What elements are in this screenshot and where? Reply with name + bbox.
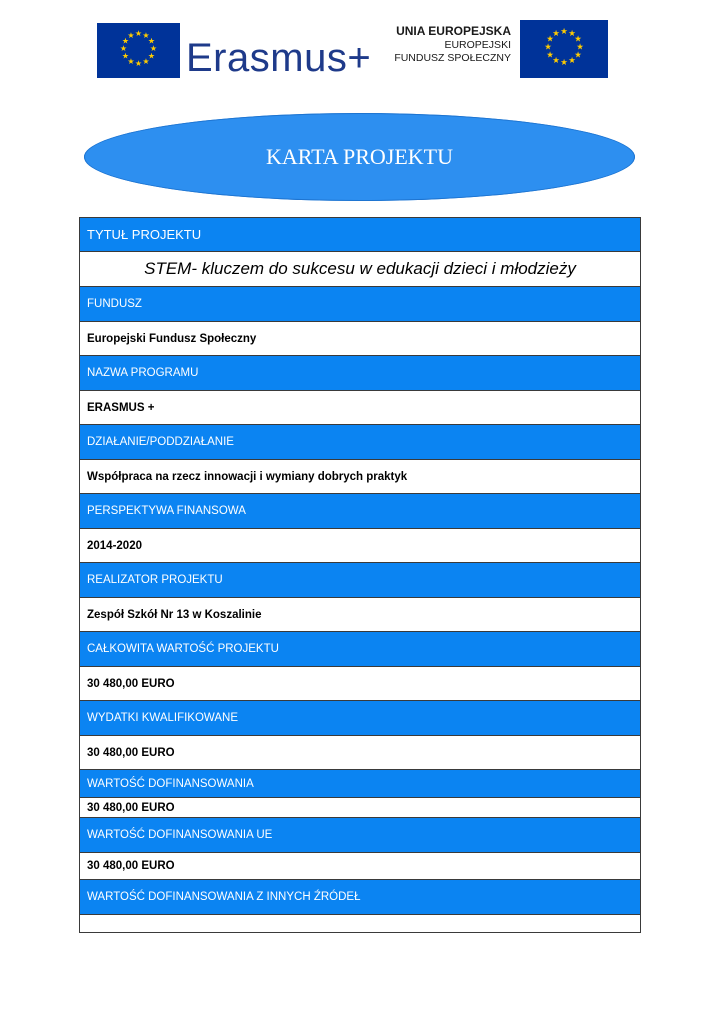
field-label-realizator: REALIZATOR PROJEKTU xyxy=(80,563,640,598)
svg-text:★: ★ xyxy=(576,42,584,53)
svg-text:★: ★ xyxy=(121,36,130,46)
svg-text:★: ★ xyxy=(142,31,150,40)
field-label-dofinansowanie-inne: WARTOŚĆ DOFINANSOWANIA Z INNYCH ŹRÓDEŁ xyxy=(80,880,640,915)
svg-text:★: ★ xyxy=(568,29,576,39)
field-value-fundusz: Europejski Fundusz Społeczny xyxy=(80,322,640,356)
svg-text:★: ★ xyxy=(560,27,568,37)
ue-line2: EUROPEJSKI xyxy=(444,39,511,51)
field-label-wartosc-dofinansowania: WARTOŚĆ DOFINANSOWANIA xyxy=(80,770,640,798)
svg-text:★: ★ xyxy=(127,57,135,66)
eu-flag-right xyxy=(520,20,608,78)
field-value-dzialanie: Współpraca na rzecz innowacji i wymiany dobrych praktyk xyxy=(80,460,640,494)
field-label-dzialanie: DZIAŁANIE/PODDZIAŁANIE xyxy=(80,425,640,460)
field-value-tytul: STEM- kluczem do sukcesu w edukacji dzieci i młodzieży xyxy=(80,252,640,287)
svg-text:★: ★ xyxy=(574,50,582,61)
field-label-fundusz: FUNDUSZ xyxy=(80,287,640,322)
field-label-wydatki: WYDATKI KWALIFIKOWANE xyxy=(80,701,640,736)
svg-text:★: ★ xyxy=(127,31,135,40)
svg-text:★: ★ xyxy=(546,50,554,61)
field-value-wydatki: 30 480,00 EURO xyxy=(80,736,640,770)
field-value-nazwa-programu: ERASMUS + xyxy=(80,391,640,425)
eu-stars-icon xyxy=(97,23,180,78)
svg-text:★: ★ xyxy=(147,51,156,61)
svg-text:★: ★ xyxy=(546,34,554,45)
svg-text:★: ★ xyxy=(134,59,143,68)
svg-text:★: ★ xyxy=(560,58,568,68)
svg-text:★: ★ xyxy=(121,51,130,61)
field-label-calkowita-wartosc: CAŁKOWITA WARTOŚĆ PROJEKTU xyxy=(80,632,640,667)
project-card-table xyxy=(79,217,641,933)
svg-text:★: ★ xyxy=(119,44,128,53)
field-value-realizator: Zespół Szkół Nr 13 w Koszalinie xyxy=(80,598,640,632)
svg-text:★: ★ xyxy=(574,34,582,45)
ue-line3: FUNDUSZ SPOŁECZNY xyxy=(394,52,511,64)
field-value-calkowita-wartosc: 30 480,00 EURO xyxy=(80,667,640,701)
svg-text:★: ★ xyxy=(544,42,552,53)
page-title: KARTA PROJEKTU xyxy=(266,144,453,169)
erasmus-logo-text: Erasmus+ xyxy=(186,36,372,80)
field-value-wartosc-dofinansowania: 30 480,00 EURO xyxy=(80,798,640,818)
svg-text:★: ★ xyxy=(142,57,150,66)
field-label-nazwa-programu: NAZWA PROGRAMU xyxy=(80,356,640,391)
field-label-perspektywa: PERSPEKTYWA FINANSOWA xyxy=(80,494,640,529)
field-label-dofinansowanie-ue: WARTOŚĆ DOFINANSOWANIA UE xyxy=(80,818,640,853)
eu-flag-left xyxy=(97,23,180,78)
ue-title: UNIA EUROPEJSKA xyxy=(396,24,511,38)
field-value-dofinansowanie-ue: 30 480,00 EURO xyxy=(80,853,640,880)
field-value-dofinansowanie-inne xyxy=(80,915,640,932)
svg-text:★: ★ xyxy=(147,36,156,46)
ue-logo-text xyxy=(378,24,511,65)
field-value-perspektywa: 2014-2020 xyxy=(80,529,640,563)
svg-text:★: ★ xyxy=(552,29,560,39)
svg-text:★: ★ xyxy=(149,44,158,53)
eu-stars-icon xyxy=(520,20,608,78)
field-label-tytul: TYTUŁ PROJEKTU xyxy=(80,218,640,252)
svg-text:★: ★ xyxy=(568,56,576,66)
svg-text:★: ★ xyxy=(134,29,143,38)
svg-text:★: ★ xyxy=(552,56,560,66)
